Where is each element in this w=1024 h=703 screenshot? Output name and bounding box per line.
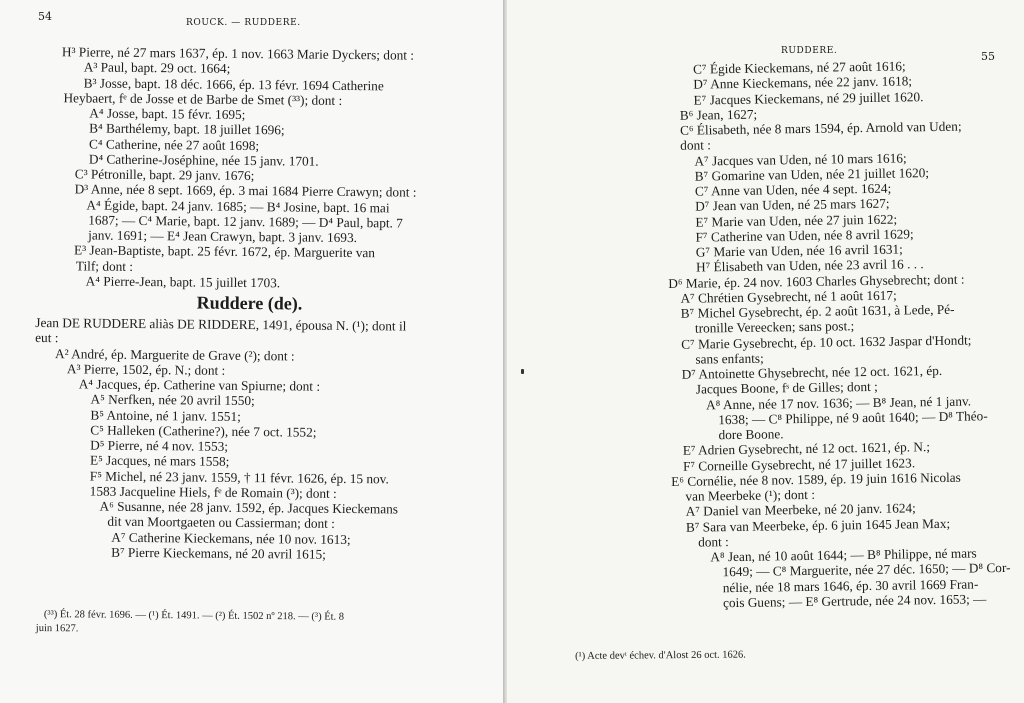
text-line: A⁷ Jacques van Uden, né 10 mars 1616; [694, 149, 907, 169]
footnote-line: juin 1627. [35, 622, 79, 635]
text-line: C⁷ Marie Gysebrecht, ép. 10 oct. 1632 Jaspar d'Hondt; [681, 331, 972, 352]
text-line: F⁷ Catherine van Uden, née 8 avril 1629; [695, 226, 914, 245]
text-line: A⁸ Jean, né 10 août 1644; — B⁸ Philippe, né mars [710, 545, 977, 565]
text-line: C⁷ Égide Kieckemans, né 27 août 1616; [692, 58, 906, 77]
text-line: dont : [680, 137, 712, 154]
text-line: A⁴ Pierre-Jean, bapt. 15 juillet 1703. [85, 273, 281, 291]
text-line: E³ Jean-Baptiste, bapt. 25 févr. 1672, ép. Marguerite van [73, 242, 376, 261]
text-line: D⁷ Jean van Uden, né 25 mars 1627; [695, 195, 890, 214]
footnote-line: (³³) Ét. 28 févr. 1696. — (¹) Ét. 1491. — (²) Ét. 1502 nº 218. — (³) Ét. 8 [43, 609, 345, 623]
text-line: dore Boone. [718, 426, 784, 443]
page-number-right: 55 [981, 50, 995, 63]
text-line: E⁶ Cornélie, née 8 nov. 1589, ép. 19 juin 1616 Nicolas [671, 469, 961, 489]
text-line: A⁴ Josse, bapt. 15 févr. 1695; [89, 105, 246, 122]
text-line: Heybaert, fᵉ de Josse et de Barbe de Smet (³³); dont : [63, 89, 343, 108]
text-line: G⁷ Marie van Uden, née 16 avril 1631; [695, 241, 903, 260]
text-line: eut : [35, 330, 59, 346]
text-line: D³ Anne, née 8 sept. 1669, ép. 3 mai 1684 Pierre Crawyn; dont : [74, 181, 417, 200]
text-line: A³ Pierre, 1502, ép. N.; dont : [66, 361, 226, 378]
text-line: D⁷ Antoinette Ghysebrecht, née 12 oct. 1621, ép. [681, 362, 943, 382]
text-line: A⁶ Susanne, née 28 janv. 1592, ép. Jacques Kieckemans [99, 498, 399, 517]
text-line: D⁷ Anne Kieckemans, née 22 janv. 1618; [693, 73, 913, 92]
text-line: A⁸ Anne, née 17 nov. 1636; — B⁸ Jean, né 1 janv. [705, 392, 972, 412]
text-line: B⁷ Gomarine van Uden, née 21 juillet 1620; [694, 164, 930, 184]
left-page-body [33, 44, 466, 563]
footnote-right: (¹) Acte devᵗ échev. d'Alost 26 oct. 1626. [575, 649, 746, 662]
text-line: E⁷ Adrien Gysebrecht, né 12 oct. 1621, ép. N.; [682, 439, 931, 459]
left-page [0, 0, 503, 703]
text-line: 1638; — C⁸ Philippe, né 9 août 1640; — D⁸ Théo- [718, 408, 988, 427]
text-line: C⁷ Anne van Uden, née 4 sept. 1624; [694, 180, 892, 199]
section-title: Ruddere (de). [196, 292, 303, 314]
print-mark [521, 369, 524, 374]
text-line: B⁵ Antoine, né 1 janv. 1551; [90, 407, 241, 424]
text-line: H⁷ Élisabeth van Uden, née 23 avril 16 . . . [695, 256, 924, 275]
text-line: Tilf; dont : [75, 257, 134, 274]
text-line: nélie, née 18 mars 1646, ép. 30 avril 1669 Fran- [722, 575, 979, 595]
text-line: janv. 1691; — E⁴ Jean Crawyn, bapt. 3 janv. 1693. [88, 227, 358, 246]
footnotes-left [36, 608, 456, 640]
text-line: E⁵ Jacques, né mars 1558; [89, 452, 230, 470]
running-head-right: RUDDERE. [781, 46, 838, 56]
text-line: C⁶ Élisabeth, née 8 mars 1594, ép. Arnold van Uden; [679, 118, 962, 138]
text-line: 1583 Jacqueline Hiels, fᵉ de Romain (³); dont : [89, 483, 337, 501]
text-line: A³ Paul, bapt. 29 oct. 1664; [83, 59, 231, 77]
text-line: C⁵ Halleken (Catherine?), née 7 oct. 1552; [90, 422, 317, 440]
right-page-body [665, 57, 1011, 611]
text-line: C⁴ Catherine, née 27 août 1698; [88, 135, 260, 153]
text-line: çois Guens; — E⁸ Gertrude, née 24 nov. 1653; — [722, 591, 987, 610]
text-line: dit van Moortgaeten ou Cassierman; dont : [107, 513, 335, 532]
text-line: sans enfants; [695, 350, 764, 367]
text-line: E⁷ Marie van Uden, née 27 juin 1622; [695, 211, 898, 230]
text-line: A² André, ép. Marguerite de Grave (²); dont : [54, 345, 295, 363]
text-line: D⁶ Marie, ép. 24 nov. 1603 Charles Ghysebrecht; dont : [668, 271, 965, 291]
text-line: A⁷ Chrétien Gysebrecht, né 1 août 1617; [680, 287, 897, 306]
text-line: A⁷ Daniel van Meerbeke, né 20 janv. 1624; [685, 500, 916, 519]
text-line: C³ Pétronille, bapt. 29 janv. 1676; [74, 166, 255, 184]
text-line: A⁴ Égide, bapt. 24 janv. 1685; — B⁴ Josine, bapt. 16 mai [86, 196, 390, 215]
text-line: tronille Vereecken; sans post.; [694, 318, 855, 336]
text-line: E⁷ Jacques Kieckemans, né 29 juillet 1620. [693, 88, 924, 108]
text-line: H³ Pierre, né 27 mars 1637, ép. 1 nov. 1663 Marie Dyckers; dont : [61, 44, 415, 63]
text-line: 1687; — C⁴ Marie, bapt. 12 janv. 1689; — D⁴ Paul, bapt. 7 [88, 212, 403, 231]
text-line: 1649; — C⁸ Marguerite, née 27 déc. 1650; — D⁸ Cor- [722, 560, 1011, 580]
text-line: B³ Josse, bapt. 18 déc. 1666, ép. 13 févr. 1694 Catherine [83, 74, 384, 93]
text-line: A⁷ Catherine Kieckemans, née 10 nov. 1613; [111, 529, 351, 547]
text-line: D⁵ Pierre, né 4 nov. 1553; [90, 437, 229, 454]
text-line: Jacques Boone, fˢ de Gilles; dont ; [695, 379, 878, 397]
text-line: F⁷ Corneille Gysebrecht, né 17 juillet 1623. [682, 454, 916, 474]
text-line: B⁴ Barthélemy, bapt. 18 juillet 1696; [89, 120, 285, 138]
running-head-left: ROUCK. — RUDDERE. [186, 18, 301, 28]
text-line: Jean DE RUDDERE aliàs DE RIDDERE, 1491, épousa N. (¹); dont il [35, 314, 407, 334]
text-line: A⁵ Nerfken, née 20 avril 1550; [90, 391, 255, 409]
text-line: van Meerbeke (¹); dont : [685, 486, 816, 504]
text-line: F⁵ Michel, né 23 janv. 1559, † 11 févr. 1626, ép. 15 nov. [89, 468, 389, 486]
text-line: B⁷ Sara van Meerbeke, ép. 6 juin 1645 Jean Max; [685, 515, 951, 535]
text-line: A⁴ Jacques, ép. Catherine van Spiurne; dont : [78, 376, 321, 394]
page-number-left: 54 [38, 10, 52, 23]
text-line: B⁷ Pierre Kieckemans, né 20 avril 1615; [111, 544, 326, 562]
text-line: B⁷ Michel Gysebrecht, ép. 2 août 1631, à Lede, Pé- [680, 301, 955, 321]
text-line: D⁴ Catherine-Joséphine, née 15 janv. 1701. [88, 151, 319, 169]
text-line: dont : [698, 533, 729, 550]
right-page [507, 0, 1024, 703]
text-line: B⁶ Jean, 1627; [679, 106, 758, 123]
